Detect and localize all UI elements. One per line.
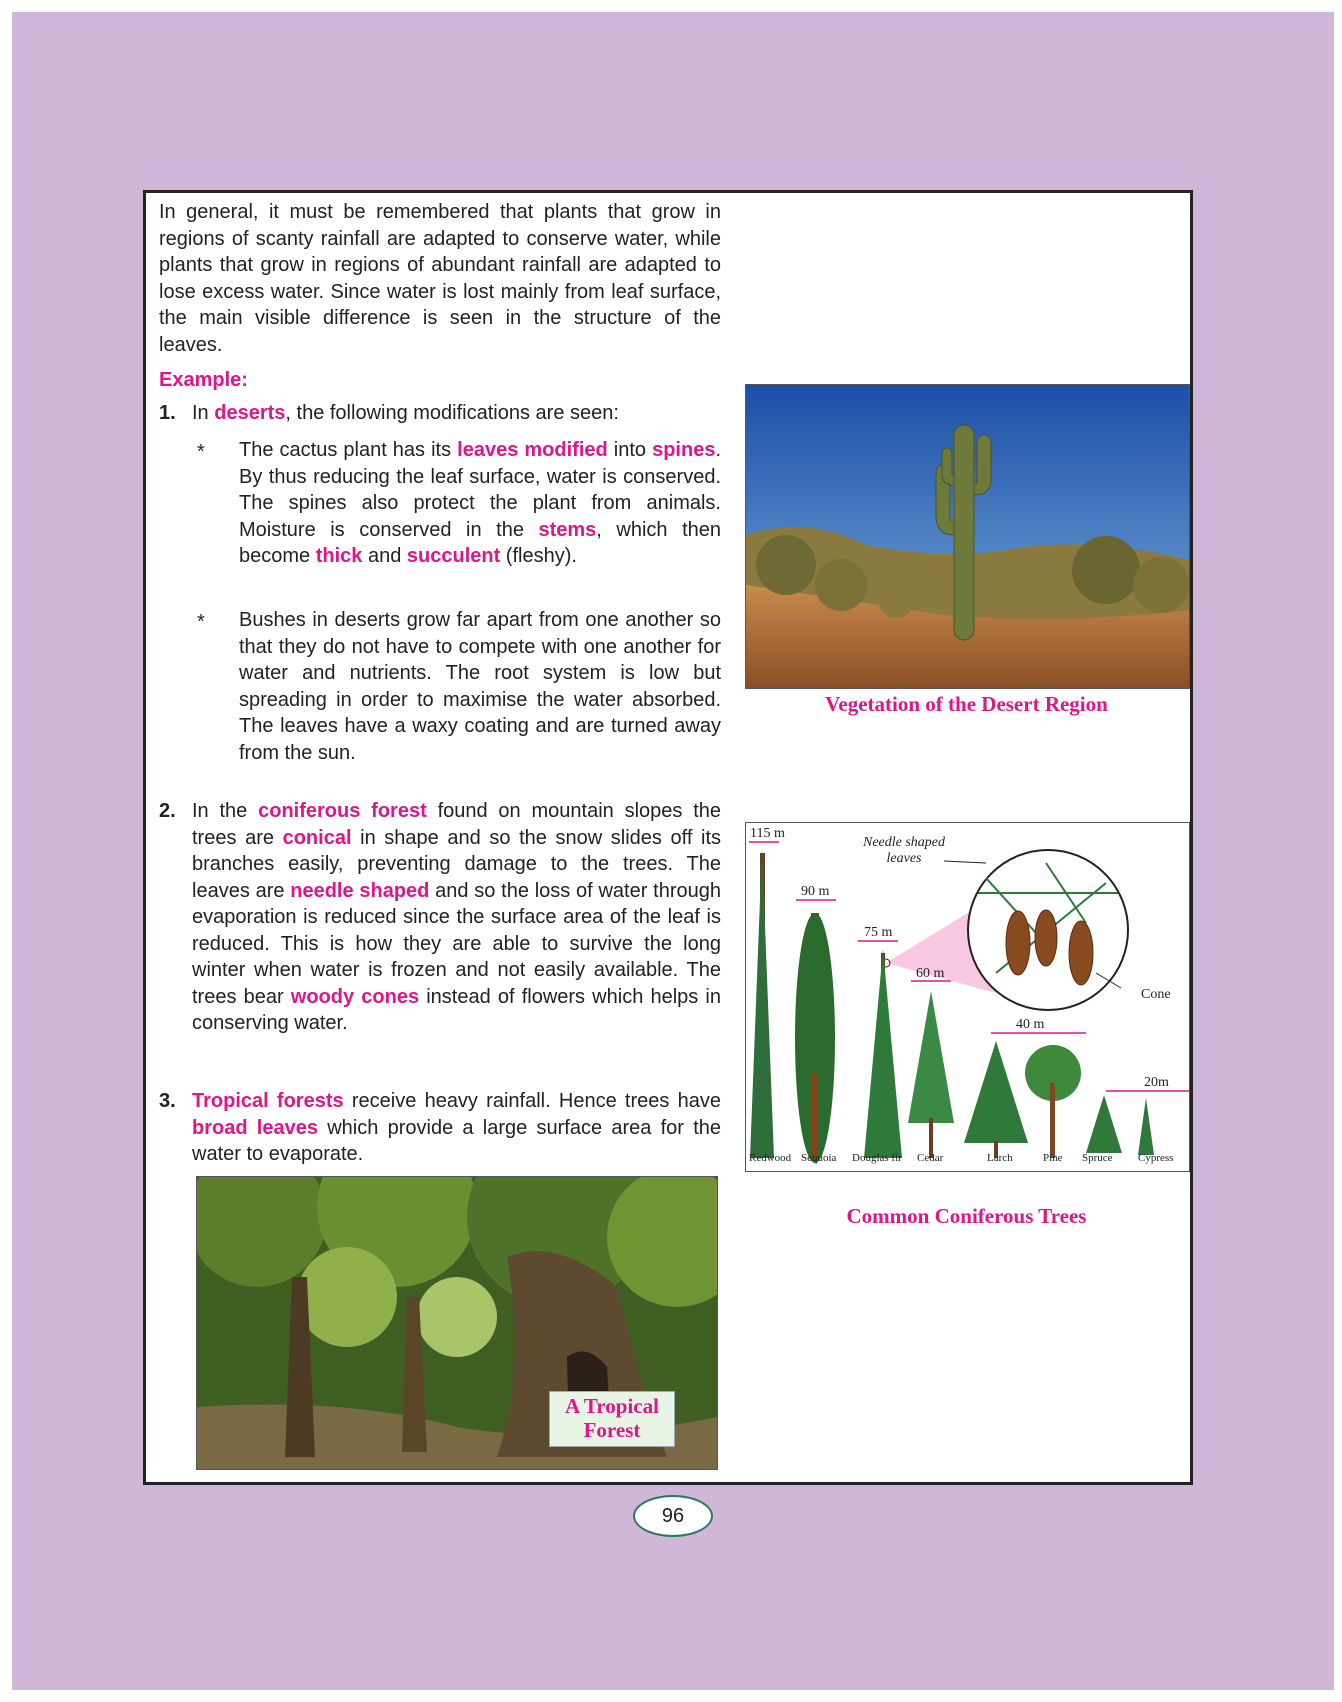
tropical-forest-photo — [196, 1176, 718, 1470]
height-label-115: 115 m — [750, 826, 785, 841]
height-label-20: 20m — [1144, 1075, 1169, 1090]
desert-photo — [745, 384, 1190, 689]
intro-paragraph: In general, it must be remembered that plants that grow in regions of scanty rainfall are adapted to conserve water, while plants that grow in regions of abundant rainfall are adapted to lose excess water. Since water is lost mainly from leaf surface, the main visible difference is seen in the structure of the leaves. — [159, 201, 721, 356]
tropical-caption: A Tropical Forest — [565, 1394, 659, 1442]
bullet-2-marker: * — [197, 611, 205, 633]
desert-caption: Vegetation of the Desert Region — [825, 692, 1108, 716]
height-label-75: 75 m — [864, 925, 893, 940]
conifer-illustration — [746, 823, 1189, 1171]
item-2-text: In the coniferous forest found on mountain slopes the trees are conical in shape and so the snow slides off its branches easily, preventing damage to the trees. The leaves are needle shaped and so the loss of water through evaporation is reduced since the surface area of the leaf is reduced. This is how they are able to survive the long winter when water is frozen and not easily available. The trees bear woody cones instead of flowers which helps in conserving water. — [192, 800, 722, 1034]
content-frame — [143, 190, 1193, 1485]
tree-label-douglas-fir: Douglas fir — [852, 1152, 902, 1164]
desert-illustration — [746, 385, 1189, 688]
conifer-diagram — [745, 822, 1190, 1172]
tree-label-cedar: Cedar — [917, 1152, 944, 1164]
height-label-90: 90 m — [801, 884, 830, 899]
height-label-60: 60 m — [916, 966, 945, 981]
needle-leaves-label: Needle shaped leaves — [862, 835, 946, 866]
tree-label-spruce: Spruce — [1082, 1152, 1113, 1164]
bullet-1-marker: * — [197, 441, 205, 463]
tree-label-larch: Larch — [987, 1152, 1013, 1164]
item-1-number: 1. — [159, 402, 176, 424]
tree-label-pine: Pine — [1043, 1152, 1063, 1164]
tree-label-cypress: Cypress — [1138, 1152, 1174, 1164]
item-3-number: 3. — [159, 1090, 176, 1112]
bullet-2-text: Bushes in deserts grow far apart from one another so that they do not have to compete with one another for water and nutrients. The root system is low but spreading in order to maximise the water absorbed. The leaves have a waxy coating and are turned away from the sun. — [239, 609, 721, 764]
item-3-text: Tropical forests receive heavy rainfall. Hence trees have broad leaves which provide a large surface area for the water to evaporate. — [192, 1090, 721, 1165]
item-1-text: In deserts, the following modifications are seen: — [192, 402, 619, 424]
cone-label: Cone — [1141, 987, 1171, 1002]
example-heading: Example: — [159, 369, 248, 391]
tree-label-redwood: Redwood — [749, 1152, 792, 1164]
tropical-caption-box — [549, 1391, 675, 1447]
tree-label-sequoia: Sequoia — [801, 1152, 837, 1164]
page-number: 96 — [633, 1495, 713, 1537]
height-label-40: 40 m — [1016, 1017, 1045, 1032]
bullet-1-text: The cactus plant has its leaves modified into spines. By thus reducing the leaf surface, water is conserved. The spines also protect the plant from animals. Moisture is conserved in the stems, which then become thick and succulent (fleshy). — [239, 439, 721, 567]
conifer-caption: Common Coniferous Trees — [846, 1204, 1087, 1228]
item-2-number: 2. — [159, 800, 176, 822]
